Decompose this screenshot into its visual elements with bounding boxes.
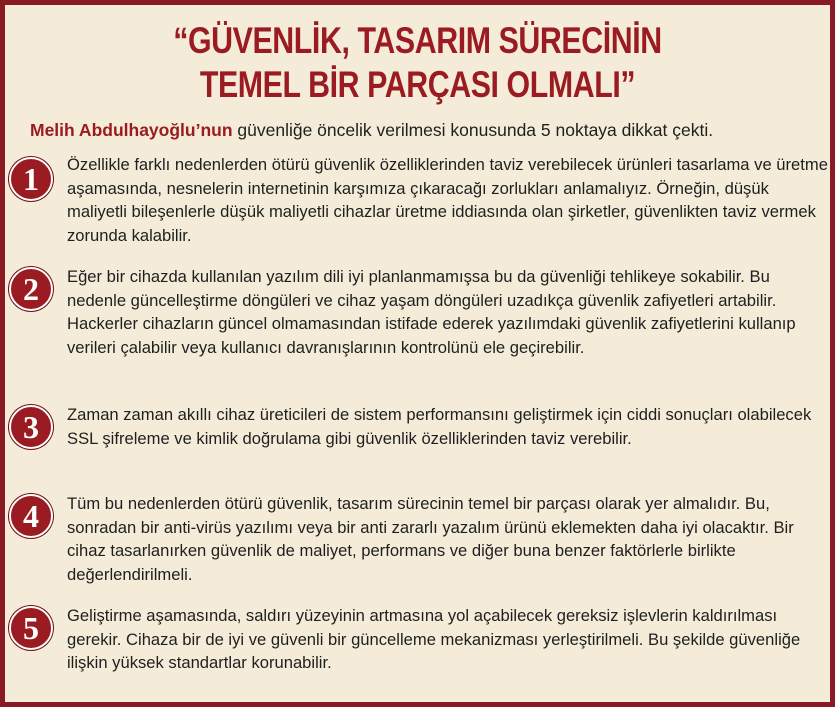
list-item-text: Eğer bir cihazda kullanılan yazılım dili iyi planlanmamışsa bu da güvenliği tehlikeye sokabilir. Bu nedenle güncelleştirme döngüleri ve cihaz yaşam döngüleri uzadıkça güvenlik zafiyetleri artabilir. Hackerler cihazların güncel olmamasından istifade ederek yazılımdaki güvenlik zafiyetlerini kullanıp verileri çalabilir veya kullanıcı davranışlarının kontrolünü ele geçirebilir. <box>67 267 796 357</box>
number-badge-5: 5 <box>9 606 53 650</box>
number-badge-1: 1 <box>9 157 53 201</box>
number-badge-2: 2 <box>9 267 53 311</box>
number-badge-4: 4 <box>9 494 53 538</box>
list-item-text: Özellikle farklı nedenlerden ötürü güvenlik özelliklerinden taviz verebilecek ürünleri tasarlama ve üretme aşamasında, nesnelerin internetinin karşımıza çıkaracağı zorlukları anlamalıyız. Örneğin, düşük maliyetli bileşenlerle düşük maliyetli cihazlar üretme iddiasında olan şirketler, güvenlikten taviz vermek zorunda kalabilir. <box>67 155 828 245</box>
list-item-text: Zaman zaman akıllı cihaz üreticileri de sistem performansını geliştirmek için ciddi sonuçları olabilecek SSL şifreleme ve kimlik doğrulama gibi güvenlik özelliklerinden taviz verebilir. <box>67 405 812 448</box>
intro-text: güvenliğe öncelik verilmesi konusunda 5 noktaya dikkat çekti. <box>232 120 714 140</box>
headline-line-1: “GÜVENLİK, TASARIM SÜRECİNİN <box>173 20 662 61</box>
headline-line-2: TEMEL BİR PARÇASI OLMALI” <box>199 64 636 105</box>
number-badge-3: 3 <box>9 405 53 449</box>
intro-name: Melih Abdulhayoğlu’nun <box>30 120 233 140</box>
intro-paragraph <box>30 118 820 142</box>
headline <box>79 19 756 107</box>
list-item-text: Tüm bu nedenlerden ötürü güvenlik, tasarım sürecinin temel bir parçası olarak yer almalıdır. Bu, sonradan bir anti-virüs yazılımı veya bir anti zararlı yazalım ürünü eklemekten daha iyi olacaktır. Bir cihaz tasarlanırken güvenlik de maliyet, performans ve diğer buna benzer faktörlerle birlikte değerlendirilmeli. <box>67 494 794 584</box>
list-item-text: Geliştirme aşamasında, saldırı yüzeyinin artmasına yol açabilecek gereksiz işlevlerin kaldırılması gerekir. Cihaza bir de iyi ve güvenli bir güncelleme mekanizması yerleştirilmeli. Bu şekilde güvenliğe ilişkin yüksek standartlar korunabilir. <box>67 606 801 672</box>
